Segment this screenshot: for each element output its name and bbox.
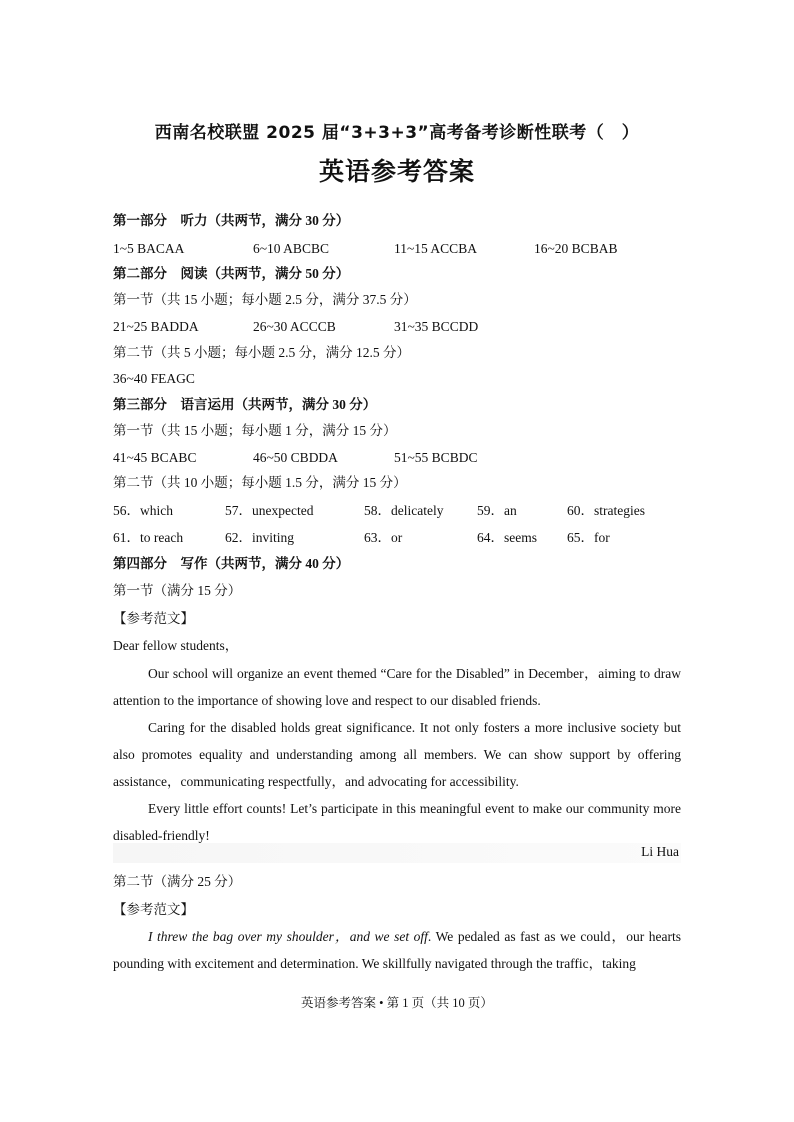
part2-section2-answers: 36~40 FEAGC <box>113 371 195 386</box>
letter-greeting: Dear fellow students， <box>113 638 239 653</box>
answer-group: 6~10 ABCBC <box>253 241 329 256</box>
blank-answer: 59．an <box>477 503 517 518</box>
answer-group: 11~15 ACCBA <box>394 241 477 256</box>
part3-row1 <box>113 502 713 520</box>
answer-group: 26~30 ACCCB <box>253 319 336 334</box>
blank-answer: 57．unexpected <box>225 503 314 518</box>
part3-row2 <box>113 529 713 547</box>
blank-answer: 64．seems <box>477 530 537 545</box>
part1-heading: 第一部分 听力（共两节，满分 30 分） <box>113 213 350 228</box>
part2-section1-heading: 第一节（共 15 小题；每小题 2.5 分，满分 37.5 分） <box>113 292 417 307</box>
signature-shading <box>113 843 681 863</box>
paragraph-text: . We pedaled as fast as we could，our hearts pounding with excitement and determination. We skillfully navigated through the traffic，taking <box>113 929 681 971</box>
blank-answer: 62．inviting <box>225 530 295 545</box>
document-subtitle: 英语参考答案 <box>318 157 475 186</box>
italic-opening-sentence: I threw the bag over my shoulder，and we set off <box>148 929 428 944</box>
sample-essay-label: 【参考范文】 <box>113 611 194 626</box>
sample-essay-label: 【参考范文】 <box>113 902 194 917</box>
answer-group: 16~20 BCBAB <box>534 241 618 256</box>
part4-heading: 第四部分 写作（共两节，满分 40 分） <box>113 556 350 571</box>
blank-answer: 63．or <box>364 530 403 545</box>
essay-paragraph: Every little effort counts! Let’s participate in this meaningful event to make our community more disabled-friendly! <box>113 801 681 843</box>
essay-paragraph: Caring for the disabled holds great significance. It not only fosters a more inclusive society but also promotes equality and understanding among all members. We can show support by offering assistance，communicating respectfully，and advocating for accessibility. <box>113 720 681 789</box>
part3-section2-heading: 第二节（共 10 小题；每小题 1.5 分，满分 15 分） <box>113 475 407 490</box>
answer-group: 21~25 BADDA <box>113 319 199 334</box>
page-footer: 英语参考答案 • 第 1 页（共 10 页） <box>301 996 493 1010</box>
answer-group: 31~35 BCCDD <box>394 319 479 334</box>
blank-answer: 61．to reach <box>113 530 184 545</box>
blank-answer: 58．delicately <box>364 503 444 518</box>
part4-section1-heading: 第一节（满分 15 分） <box>113 583 242 598</box>
letter-signature: Li Hua <box>641 844 679 859</box>
part3-heading: 第三部分 语言运用（共两节，满分 30 分） <box>113 397 377 412</box>
part2-section1-answers <box>113 318 713 336</box>
continuation-paragraph <box>113 923 681 977</box>
part2-heading: 第二部分 阅读（共两节，满分 50 分） <box>113 266 350 281</box>
part4-section2-heading: 第二节（满分 25 分） <box>113 874 242 889</box>
part3-section1-answers <box>113 449 713 467</box>
blank-answer: 65．for <box>567 530 610 545</box>
part3-section1-heading: 第一节（共 15 小题；每小题 1 分，满分 15 分） <box>113 423 397 438</box>
blank-answer: 56．which <box>113 503 173 518</box>
answer-group: 41~45 BCABC <box>113 450 197 465</box>
part1-answers <box>113 240 713 258</box>
answer-group: 1~5 BACAA <box>113 241 185 256</box>
answer-group: 51~55 BCBDC <box>394 450 478 465</box>
answer-group: 46~50 CBDDA <box>253 450 338 465</box>
essay-paragraph: Our school will organize an event themed “Care for the Disabled” in December，aiming to draw attention to the importance of showing love and respect to our disabled friends. <box>113 666 681 708</box>
part2-section2-heading: 第二节（共 5 小题；每小题 2.5 分，满分 12.5 分） <box>113 345 410 360</box>
exam-title: 西南名校联盟 2025 届“3+3+3”高考备考诊断性联考（ ） <box>154 123 640 143</box>
blank-answer: 60．strategies <box>567 503 645 518</box>
